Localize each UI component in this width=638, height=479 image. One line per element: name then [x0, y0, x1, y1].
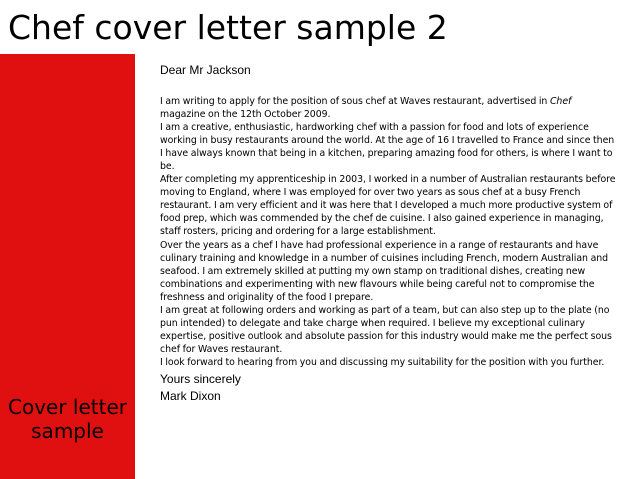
magazine-name: Chef: [549, 96, 572, 107]
sidebar-panel: [0, 54, 135, 479]
cover-letter: [160, 63, 618, 404]
letter-signature: Mark Dixon: [160, 388, 221, 403]
letter-paragraph: I am writing to apply for the position of sous chef at Waves restaurant, advertised in Chef magazine on the 12th October 2009.: [160, 96, 572, 121]
letter-closing: Yours sincerely: [160, 371, 241, 386]
slide-title: Chef cover letter sample 2: [8, 8, 448, 47]
letter-paragraph: I am a creative, enthusiastic, hardworking chef with a passion for food and lots of experience working in busy restaurants around the world. At the age of 16 I travelled to France and since then I have always known that being in a kitchen, preparing amazing food for others, is where I want to be.: [160, 122, 615, 173]
letter-salutation: Dear Mr Jackson: [160, 63, 251, 77]
letter-paragraph: I am great at following orders and working as part of a team, but can also step up to the plate (no pun intended) to delegate and take charge when required. I believe my exceptional culinary expertise, positive outlook and absolute passion for this industry would make me the perfect sous chef for Waves restaurant.: [160, 304, 612, 355]
sidebar-caption: Cover letter sample: [8, 395, 127, 443]
letter-paragraph: Over the years as a chef I have had professional experience in a range of restaurants and have culinary training and knowledge in a number of cuisines including French, modern Australian and seafood. I am extremely skilled at putting my own stamp on traditional dishes, creating new combinations and experimenting with new flavours while being careful not to compromise the freshness and originality of the food I prepare.: [160, 239, 609, 303]
letter-paragraph: After completing my apprenticeship in 2003, I worked in a number of Australian restaurants before moving to England, where I was employed for over two years as sous chef at a busy French restaurant. I am very efficient and it was here that I developed a much more productive system of food prep, which was commended by the chef de cuisine. I also gained experience in managing, staff rosters, pricing and ordering for a large establishment.: [160, 174, 616, 238]
letter-paragraph: I look forward to hearing from you and discussing my suitability for the position with you further.: [160, 356, 605, 368]
